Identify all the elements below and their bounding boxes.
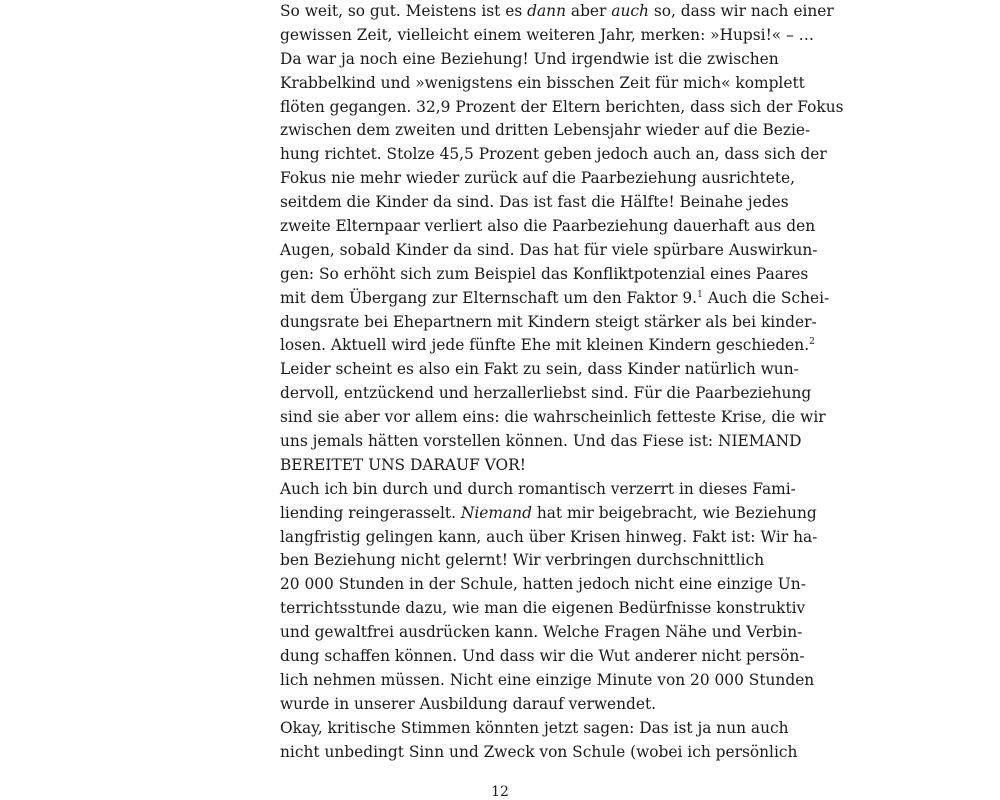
text-line: Augen, sobald Kinder da sind. Das hat für viele spürbare Auswirkun- <box>280 240 818 259</box>
text-line: Krabbelkind und »wenigstens ein bisschen Zeit für mich« komplett <box>280 73 805 92</box>
text-line: seitdem die Kinder da sind. Das ist fast die Hälfte! Beinahe jedes <box>280 193 789 212</box>
text-line: Leider scheint es also ein Fakt zu sein, dass Kinder natürlich wun- <box>280 360 799 379</box>
text-line: dervoll, entzückend und herzallerliebst sind. Für die Paarbeziehung <box>280 384 812 403</box>
text-line: Okay, kritische Stimmen könnten jetzt sagen: Das ist ja nun auch <box>280 718 789 737</box>
text-line: langfristig gelingen kann, auch über Krisen hinweg. Fakt ist: Wir ha- <box>280 527 818 546</box>
text-line: BEREITET UNS DARAUF VOR! <box>280 455 526 474</box>
text-line: terrichtsstunde dazu, wie man die eigenen Bedürfnisse konstruktiv <box>280 599 806 618</box>
text-line: wurde in unserer Ausbildung darauf verwendet. <box>280 694 657 713</box>
text-line: dungsrate bei Ehepartnern mit Kindern steigt stärker als bei kinder- <box>280 312 817 331</box>
text-line: Fokus nie mehr wieder zurück auf die Paarbeziehung ausrichtete, <box>280 169 796 188</box>
footnote-marker: 2 <box>809 337 815 348</box>
text-line: gen: So erhöht sich zum Beispiel das Konfliktpotenzial eines Paares <box>280 264 809 283</box>
text-line: mit dem Übergang zur Elternschaft um den Faktor 9.$^1$ Auch die Schei- <box>280 288 830 307</box>
text-line: uns jemals hätten vorstellen können. Und das Fiese ist: NIEMAND <box>280 432 802 451</box>
text-line: liending reingerasselt. Niemand hat mir beigebracht, wie Beziehung <box>280 503 817 522</box>
text-line: und gewaltfrei ausdrücken kann. Welche Fragen Nähe und Verbin- <box>280 623 803 642</box>
text-line: So weit, so gut. Meistens ist es dann aber auch so, dass wir nach einer <box>280 2 834 20</box>
text-line: ben Beziehung nicht gelernt! Wir verbringen durchschnittlich <box>280 551 765 570</box>
body-text <box>280 0 844 765</box>
text-line: hung richtet. Stolze 45,5 Prozent geben jedoch auch an, dass sich der <box>280 145 827 164</box>
text-line: lich nehmen müssen. Nicht eine einzige Minute von 20 000 Stunden <box>280 670 815 689</box>
text-line: zweite Elternpaar verliert also die Paarbeziehung dauerhaft aus den <box>280 217 816 236</box>
page-number: 12 <box>491 784 509 800</box>
text-line: losen. Aktuell wird jede fünfte Ehe mit kleinen Kindern geschieden.$^2$ <box>280 336 815 355</box>
footnote-marker: 1 <box>697 289 703 300</box>
text-line: dung schaffen können. Und dass wir die Wut anderer nicht persön- <box>280 647 805 666</box>
text-line: Auch ich bin durch und durch romantisch verzerrt in dieses Fami- <box>280 479 796 498</box>
text-line: Da war ja noch eine Beziehung! Und irgendwie ist die zwischen <box>280 49 779 68</box>
text-line: flöten gegangen. 32,9 Prozent der Eltern berichten, dass sich der Fokus <box>280 97 844 116</box>
text-line: nicht unbedingt Sinn und Zweck von Schule (wobei ich persönlich <box>280 742 798 761</box>
text-line: zwischen dem zweiten und dritten Lebensjahr wieder auf die Bezie- <box>280 121 811 140</box>
text-line: sind sie aber vor allem eins: die wahrscheinlich fetteste Krise, die wir <box>280 408 826 427</box>
text-line: 20 000 Stunden in der Schule, hatten jedoch nicht eine einzige Un- <box>280 575 806 594</box>
text-line: gewissen Zeit, vielleicht einem weiteren Jahr, merken: »Hupsi!« – … <box>280 25 815 44</box>
